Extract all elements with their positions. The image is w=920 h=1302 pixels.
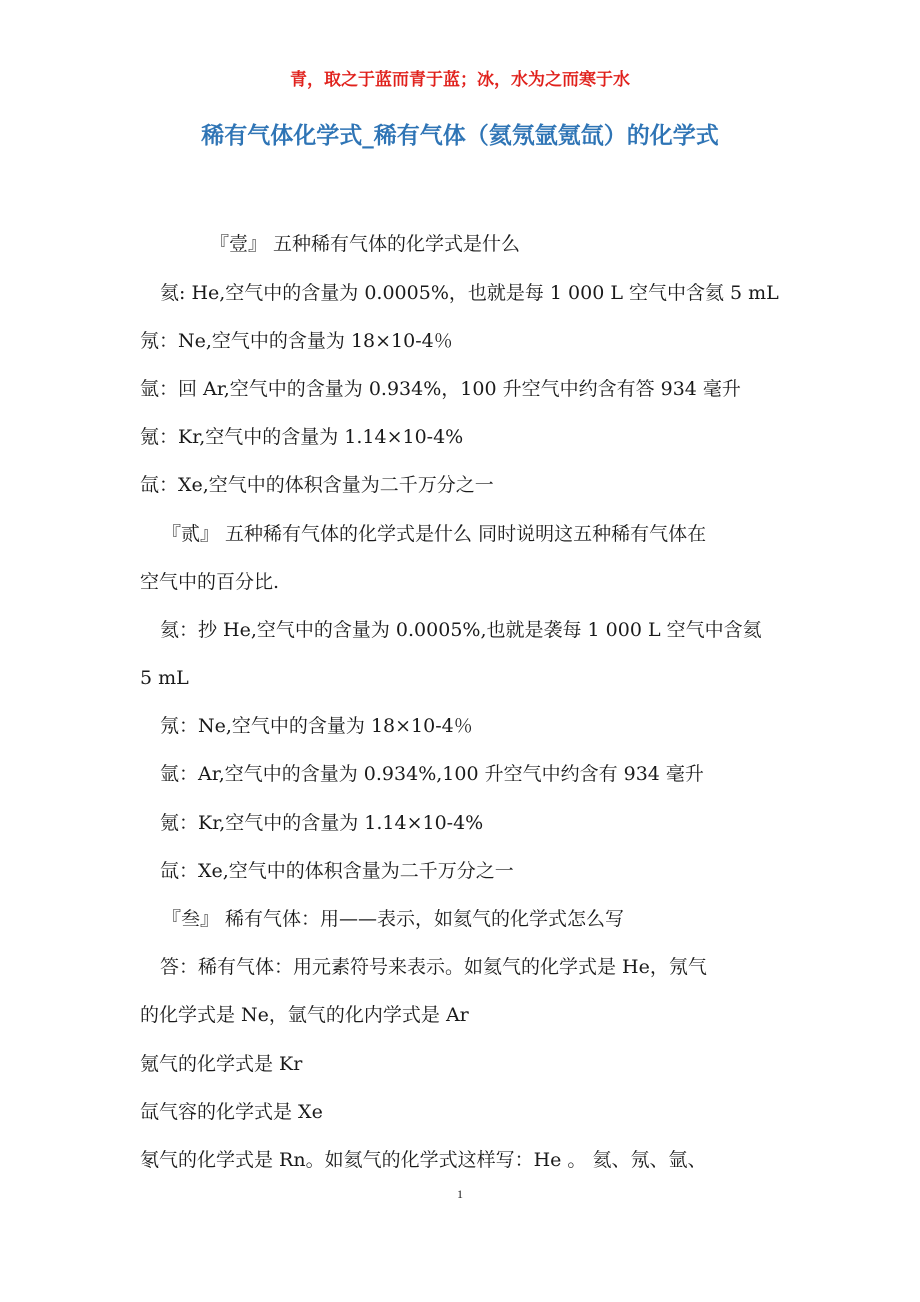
paragraph-line: 氙：Xe,空气中的体积含量为二千万分之一 <box>140 474 494 496</box>
page-number: 1 <box>457 1187 463 1201</box>
section-heading-2: 『贰』 五种稀有气体的化学式是什么 同时说明这五种稀有气体在 <box>162 523 707 545</box>
paragraph-line: 氦：抄 He,空气中的含量为 0.0005%,也就是袭每 1 000 L 空气中含氦 <box>160 619 762 641</box>
header-motto: 青，取之于蓝而青于蓝；冰，水为之而寒于水 <box>290 70 630 90</box>
document-title: 稀有气体化学式_稀有气体（氦氖氩氪氙）的化学式 <box>201 123 719 149</box>
paragraph-line: 答：稀有气体：用元素符号来表示。如氦气的化学式是 He，氖气 <box>160 956 707 978</box>
paragraph-line: 氦: He,空气中的含量为 0.0005%，也就是每 1 000 L 空气中含氦 5 mL <box>160 282 779 304</box>
paragraph-line: 氪：Kr,空气中的含量为 1.14×10-4% <box>160 812 484 834</box>
paragraph-line: 氡气的化学式是 Rn。如氦气的化学式这样写：He 。 氦、氖、氩、 <box>140 1149 707 1171</box>
paragraph-line: 氪气的化学式是 Kr <box>140 1053 303 1075</box>
section-heading-1: 『壹』 五种稀有气体的化学式是什么 <box>210 233 521 255</box>
paragraph-line: 氙气容的化学式是 Xe <box>140 1101 323 1123</box>
paragraph-line: 氩：回 Ar,空气中的含量为 0.934%，100 升空气中约含有答 934 毫升 <box>140 378 741 400</box>
paragraph-line: 5 mL <box>140 667 189 689</box>
paragraph-line: 空气中的百分比. <box>140 571 280 593</box>
paragraph-line: 氪：Kr,空气中的含量为 1.14×10-4% <box>140 426 464 448</box>
paragraph-line: 氙：Xe,空气中的体积含量为二千万分之一 <box>160 860 514 882</box>
paragraph-line: 氩：Ar,空气中的含量为 0.934%,100 升空气中约含有 934 毫升 <box>160 763 704 785</box>
paragraph-line: 氖：Ne,空气中的含量为 18×10-4％ <box>140 330 453 352</box>
section-heading-3: 『叁』 稀有气体：用——表示，如氦气的化学式怎么写 <box>162 908 625 930</box>
paragraph-line: 的化学式是 Ne，氩气的化内学式是 Ar <box>140 1004 469 1026</box>
paragraph-line: 氖：Ne,空气中的含量为 18×10-4％ <box>160 715 473 737</box>
